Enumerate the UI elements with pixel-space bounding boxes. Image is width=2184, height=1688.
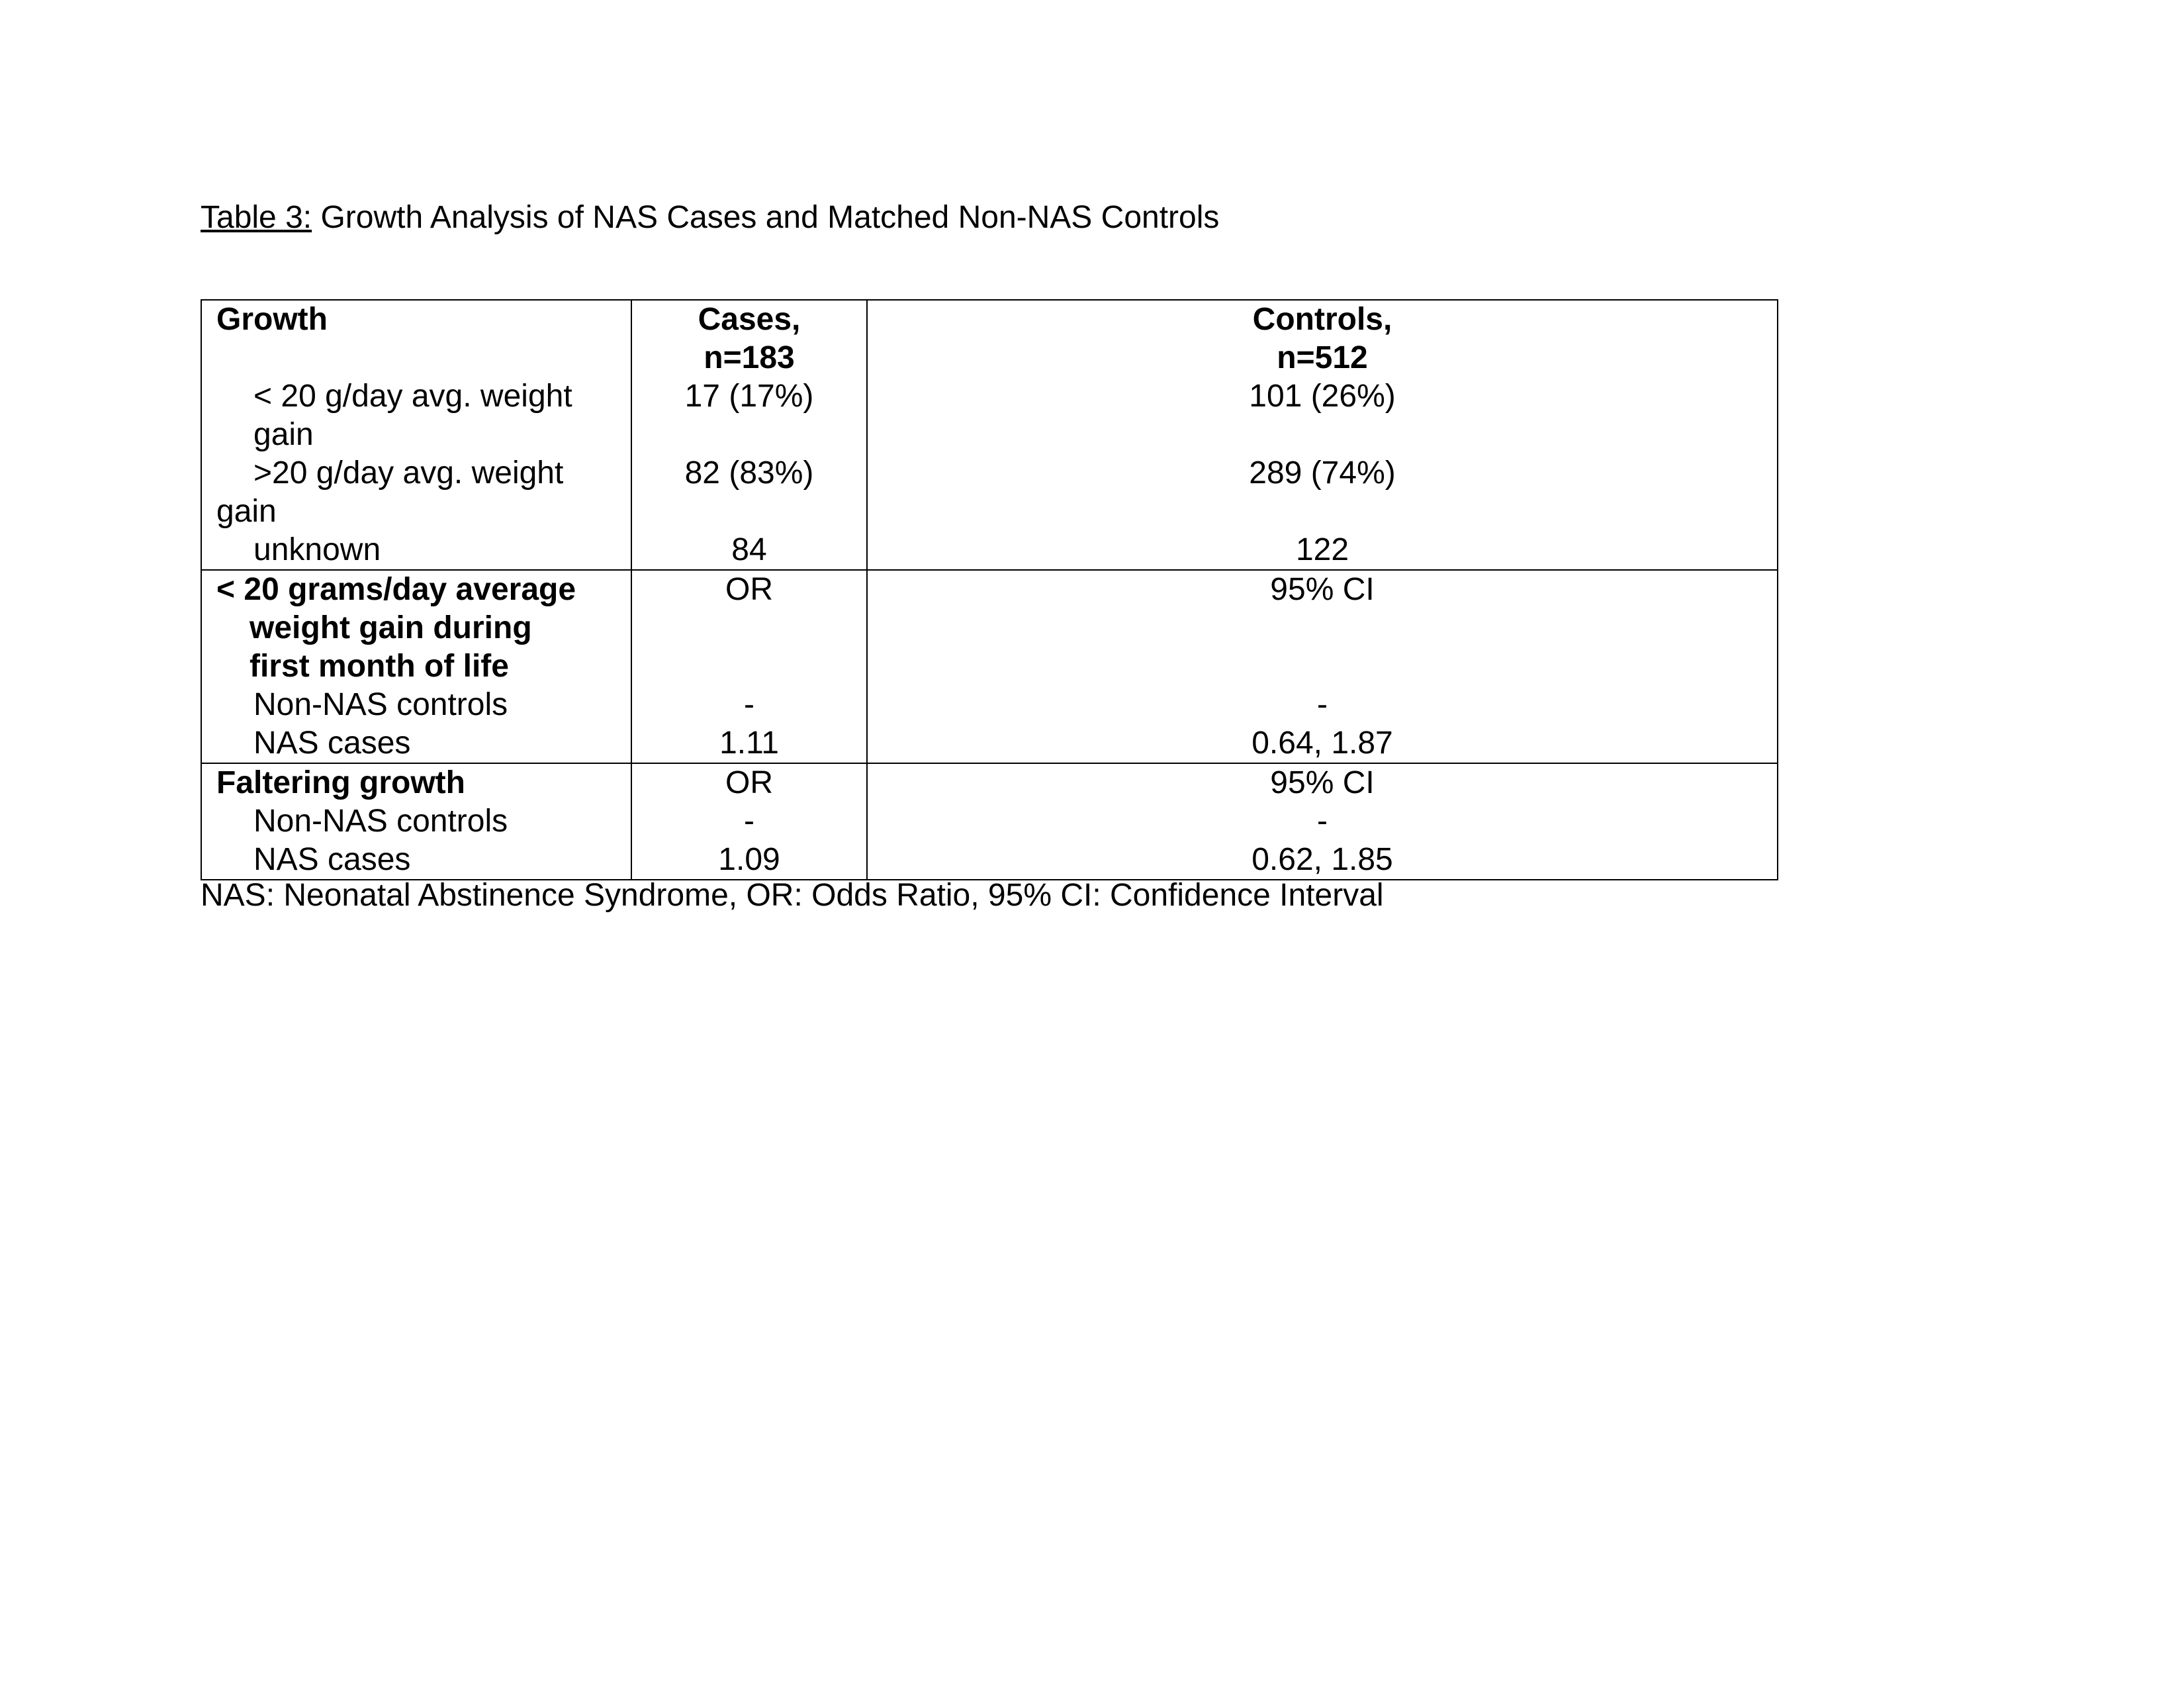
table-row — [201, 454, 1778, 531]
cell-ci: 0.62, 1.85 — [867, 841, 1778, 880]
header-controls — [867, 300, 1778, 377]
header-cases-line2: n=183 — [704, 340, 795, 375]
row-label — [201, 686, 631, 724]
weight-gain-or-header: OR — [631, 570, 867, 686]
weight-gain-title-line3: first month of life — [250, 649, 509, 684]
cell-cases: 82 (83%) — [631, 454, 867, 531]
cell-or: - — [631, 686, 867, 724]
cell-or: 1.09 — [631, 841, 867, 880]
cell-cases: 84 — [631, 531, 867, 570]
cell-controls: 289 (74%) — [867, 454, 1778, 531]
row-label-line2: gain — [253, 417, 314, 452]
table-row — [201, 686, 1778, 724]
row-label — [201, 377, 631, 454]
cell-ci: 0.64, 1.87 — [867, 724, 1778, 763]
table-footnote: NAS: Neonatal Abstinence Syndrome, OR: Odds Ratio, 95% CI: Confidence Interval — [201, 878, 1384, 913]
table-row — [201, 377, 1778, 454]
table-row — [201, 802, 1778, 841]
table-caption — [201, 199, 1219, 237]
faltering-or-header: OR — [631, 763, 867, 802]
growth-analysis-table — [201, 299, 1778, 880]
cell-or: - — [631, 802, 867, 841]
header-cases-line1: Cases, — [698, 302, 801, 337]
header-controls-line1: Controls, — [1252, 302, 1392, 337]
table-number-label: Table 3: — [201, 200, 312, 235]
row-label — [201, 724, 631, 763]
cell-ci: - — [867, 802, 1778, 841]
row-label-line2: gain — [216, 494, 277, 529]
row-label — [201, 841, 631, 880]
row-label-text: NAS cases — [253, 842, 411, 877]
faltering-section-title: Faltering growth — [201, 763, 631, 802]
row-label-line1: < 20 g/day avg. weight — [253, 379, 572, 414]
faltering-ci-header: 95% CI — [867, 763, 1778, 802]
header-row — [201, 300, 1778, 377]
table-row — [201, 841, 1778, 880]
weight-gain-section-title — [201, 570, 631, 686]
cell-cases: 17 (17%) — [631, 377, 867, 454]
header-cases — [631, 300, 867, 377]
row-label-line1: >20 g/day avg. weight — [253, 455, 564, 491]
cell-or: 1.11 — [631, 724, 867, 763]
header-growth: Growth — [201, 300, 631, 377]
row-label — [201, 454, 631, 531]
cell-controls: 101 (26%) — [867, 377, 1778, 454]
header-controls-line2: n=512 — [1277, 340, 1368, 375]
table-title: Growth Analysis of NAS Cases and Matched Non-NAS Controls — [312, 200, 1220, 235]
cell-controls: 122 — [867, 531, 1778, 570]
cell-ci: - — [867, 686, 1778, 724]
weight-gain-title-line1: < 20 grams/day average — [216, 572, 576, 607]
table-row — [201, 724, 1778, 763]
weight-gain-title-line2: weight gain during — [250, 610, 532, 645]
row-label-unknown: unknown — [253, 532, 381, 567]
section-header-row — [201, 570, 1778, 686]
weight-gain-ci-header: 95% CI — [867, 570, 1778, 686]
row-label-text: Non-NAS controls — [253, 804, 508, 839]
row-label-text: NAS cases — [253, 726, 411, 761]
table-row — [201, 531, 1778, 570]
row-label-text: Non-NAS controls — [253, 687, 508, 722]
section-header-row — [201, 763, 1778, 802]
row-label — [201, 531, 631, 570]
row-label — [201, 802, 631, 841]
